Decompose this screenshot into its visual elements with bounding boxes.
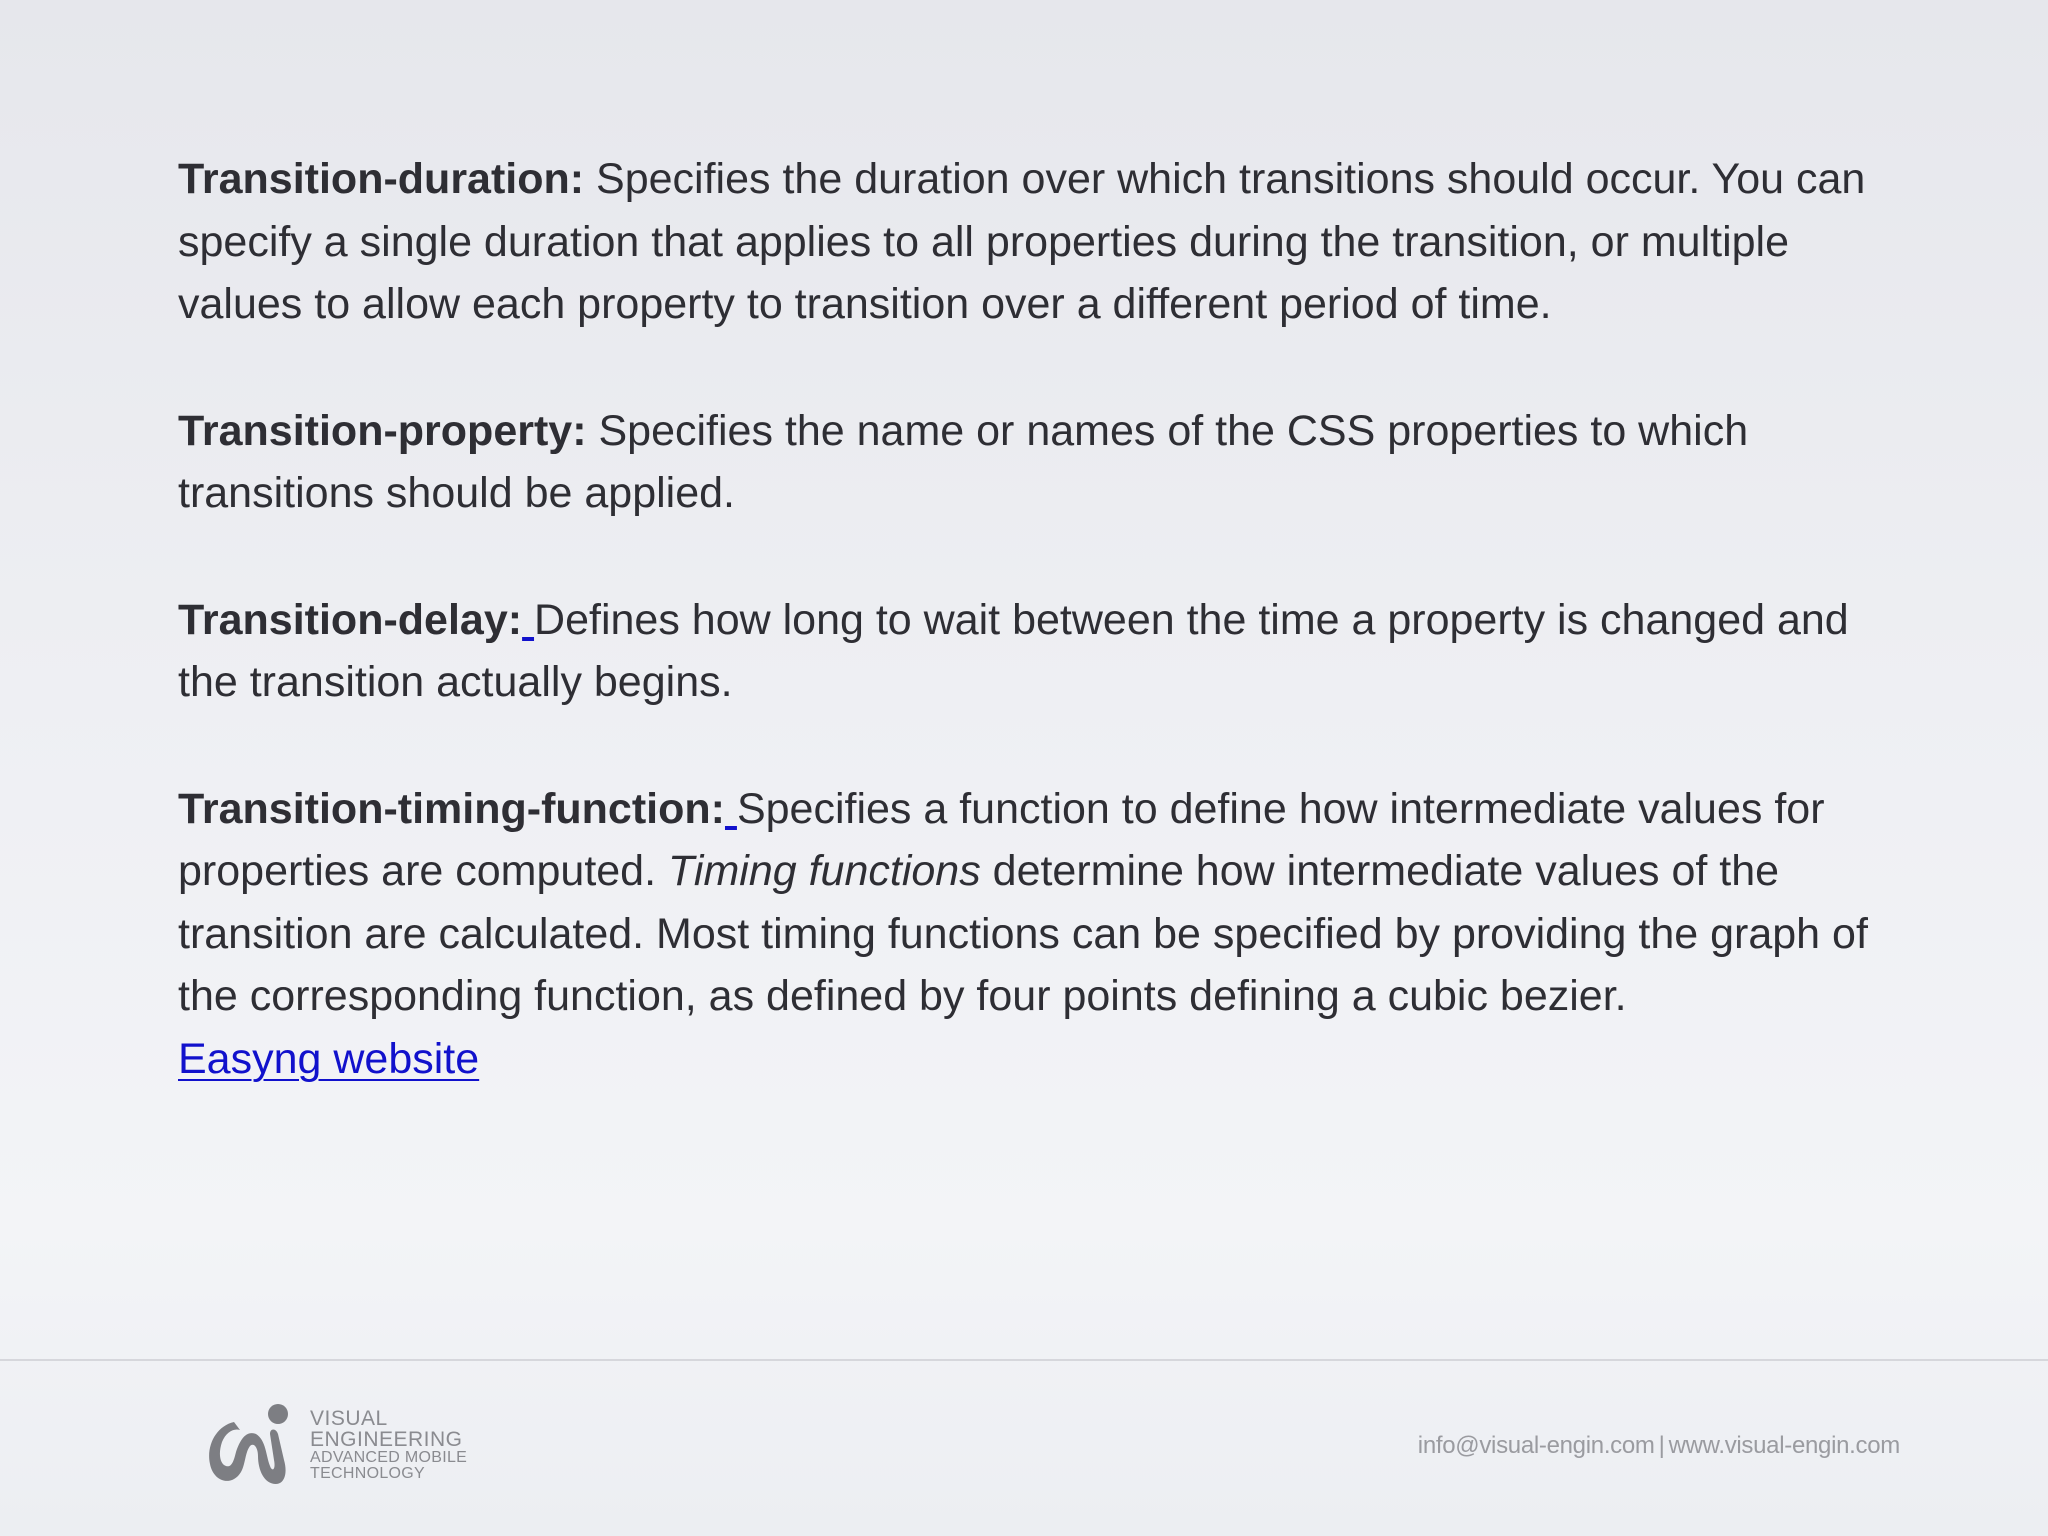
description-transition-duration: Specifies the duration over which transitions should occur. You can specify a single duration that applies to all properties during the transition, or multiple values to allow each property to transition over a different period of time. [178,155,1866,328]
footer-separator: | [1658,1432,1665,1459]
paragraph-transition-timing-function [178,778,1898,1091]
logo-line-advanced-mobile: ADVANCED MOBILE [310,1449,468,1466]
description-transition-delay: Defines how long to wait between the time a property is changed and the transition actually begins. [178,595,1849,706]
footer-email[interactable]: info@visual-engin.com [1417,1432,1655,1459]
paragraph-transition-delay [178,589,1898,714]
description-transition-property: Specifies the name or names of the CSS properties to which transitions should be applied. [178,406,1749,517]
company-logo [204,1400,467,1490]
logo-line-visual: VISUAL [310,1407,388,1430]
term-transition-delay: Transition-delay: [178,595,523,644]
footer-contact [1418,1432,1900,1460]
footer-website[interactable]: www.visual-engin.com [1668,1432,1900,1459]
logo-line-engineering: ENGINEERING [310,1428,463,1451]
term-transition-duration: Transition-duration: [178,155,585,203]
easyng-website-link[interactable]: Easyng website [178,1034,480,1083]
logo-line-technology: TECHNOLOGY [310,1465,426,1482]
slide-content [178,148,1898,1154]
description-transition-timing-function-part1: Specifies a function to define how intermediate values for properties are computed. [178,784,1825,895]
underlined-space [725,785,737,833]
italic-timing-functions: Timing functions [668,847,981,895]
logo-wordmark [310,1408,467,1482]
paragraph-transition-duration [178,148,1898,336]
description-transition-timing-function-part2: determine how intermediate values of the transition are calculated. Most timing functions can be specified by providing the graph of the corresponding function, as defined by four points defining a cubic bezier. [178,847,1868,1020]
paragraph-transition-property [178,400,1898,525]
footer-divider [0,1359,2048,1361]
term-transition-property: Transition-property: [178,406,587,455]
term-transition-timing-function: Transition-timing-function: [178,784,725,833]
underlined-space [522,596,534,644]
visual-engineering-logo-icon [204,1400,296,1490]
